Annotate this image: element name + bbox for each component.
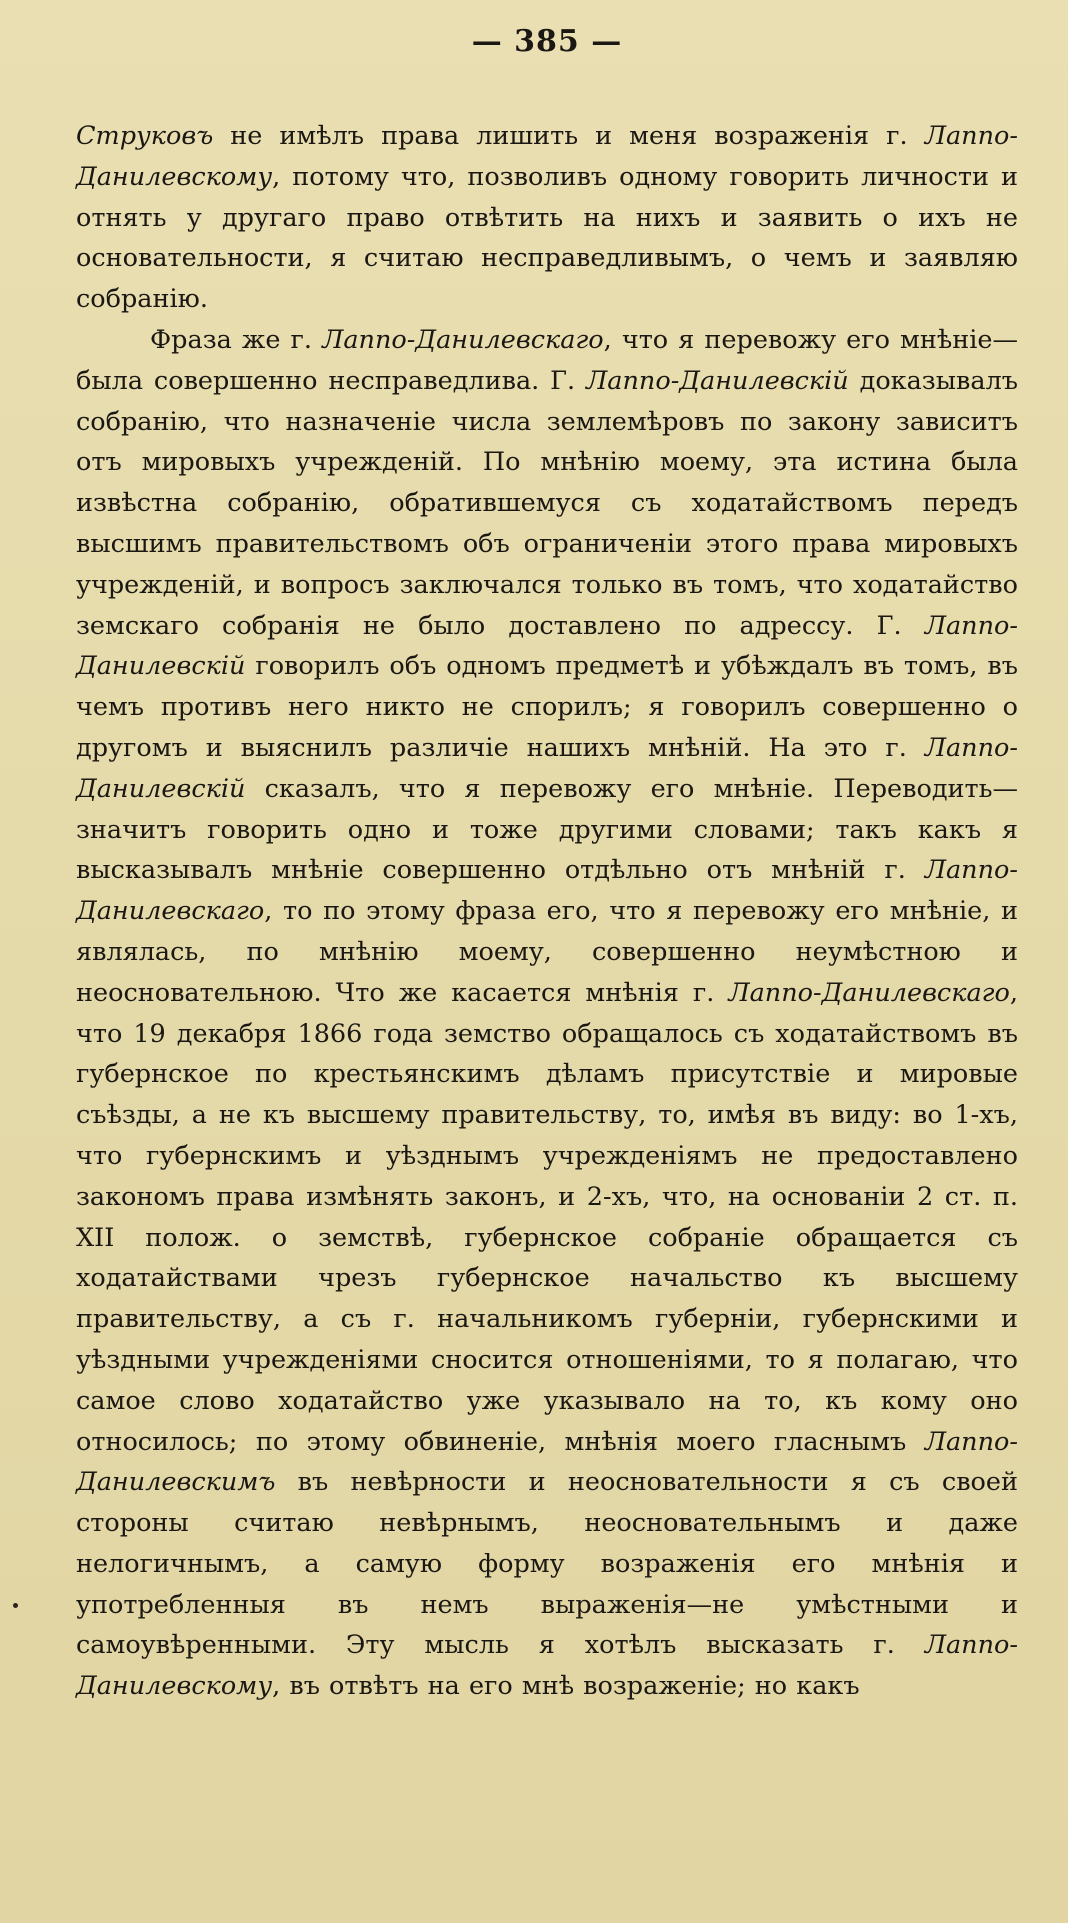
text-run: доказывалъ собранію, что назначеніе числа землемѣровъ по закону зависитъ отъ мировыхъ учрежденій. По мнѣнію моему, эта истина была извѣстна собранію, обратившемуся съ ходатайствомъ передъ высшимъ правительствомъ объ ограниченіи этого права мировыхъ учрежденій, и вопросъ заключался только въ томъ, что ходатайство земскаго собранія не было доставлено по адрессу. Г.: [76, 365, 1018, 641]
page-number: — 385 —: [471, 24, 623, 59]
text-run: въ невѣрности и неосновательности я съ своей стороны считаю невѣрнымъ, неосновательнымъ и даже нелогичнымъ, а самую форму возраженія его мнѣнія и употребленныя въ немъ выраженія—не умѣстными и самоувѣренными. Эту мысль я хотѣлъ высказать г.: [76, 1467, 1018, 1661]
italic-name: Лаппо-Данилевскаго: [76, 855, 1018, 927]
italic-name: Лаппо-Данилевскаго: [322, 324, 604, 355]
text-run: Фраза же г.: [150, 324, 323, 355]
page-speck: [13, 1603, 18, 1608]
italic-name: Лаппо-Данилевскаго: [728, 977, 1010, 1008]
text-run: сказалъ, что я перевожу его мнѣніе. Переводить—значитъ говорить одно и тоже другими словами; такъ какъ я высказывалъ мнѣніе совершенно отдѣльно отъ мнѣній г.: [76, 773, 1018, 886]
italic-name: Лаппо-Данилевскій: [76, 732, 1018, 804]
italic-name: Лаппо-Данилевскому: [76, 121, 1018, 192]
body-text: [76, 116, 1018, 1707]
text-run: , потому что, позволивъ одному говорить личности и отнять у другаго право отвѣтить на нихъ и заявить о ихъ не основательности, я считаю несправедливымъ, о чемъ и заявляю собранію.: [76, 161, 1018, 315]
text-run: , что 19 декабря 1866 года земство обращалось съ ходатайствомъ въ губернское по крестьянскимъ дѣламъ присутствіе и мировые съѣзды, а не къ высшему правительству, то, имѣя въ виду: во 1-хъ, что губернскимъ и уѣзднымъ учрежденіямъ не предоставлено закономъ права измѣнять законъ, и 2-хъ, что, на основаніи 2 ст. п. XII полож. о земствѣ, губернское собраніе обращается съ ходатайствами чрезъ губернское начальство къ высшему правительству, а съ г. начальникомъ губерніи, губернскими и уѣздными учрежденіями сносится отношеніями, то я полагаю, что самое слово ходатайство уже указывало на то, къ кому оно относилось; по этому обвиненіе, мнѣнія моего гласнымъ: [76, 977, 1018, 1457]
text-run: , то по этому фраза его, что я перевожу его мнѣніе, и являлась, по мнѣнію моему, совершенно неумѣстною и неосновательною. Что же касается мнѣнія г.: [76, 896, 1018, 1008]
paragraph: [76, 116, 1018, 320]
text-run: не имѣлъ права лишить и меня возраженія г.: [213, 121, 925, 151]
text-run: говорилъ объ одномъ предметѣ и убѣждалъ въ томъ, въ чемъ противъ него никто не спорилъ; я говорилъ совершенно о другомъ и выяснилъ различіе нашихъ мнѣній. На это г.: [76, 651, 1018, 763]
text-run: , въ отвѣтъ на его мнѣ возраженіе; но какъ: [272, 1671, 860, 1702]
italic-name: Струковъ: [76, 121, 214, 151]
italic-name: Лаппо-Данилевскому: [76, 1630, 1018, 1702]
text-run: , что я перевожу его мнѣніе— была совершенно несправедлива. Г.: [76, 324, 1019, 396]
paragraph: [76, 320, 1018, 1707]
italic-name: Лаппо-Данилевскій: [586, 365, 849, 396]
italic-name: Лаппо-Данилевскимъ: [76, 1426, 1018, 1498]
italic-name: Лаппо-Данилевскій: [76, 610, 1018, 682]
